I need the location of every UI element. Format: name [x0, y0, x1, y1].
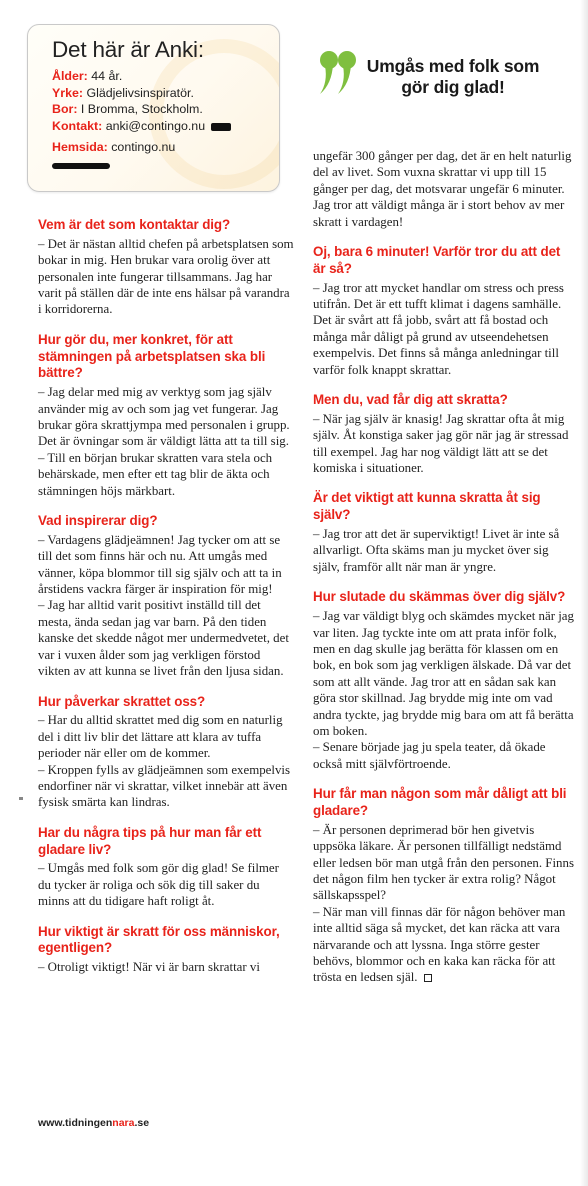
answer-text: – Jag har alltid varit positivt inställd till det mesta, ända sedan jag var barn. På den tiden kanske det skedde något mer undermedvetet, det var i vuxen ålder som jag verkligen förstod vikten av att kunna se livet från den ljusa sidan. [38, 598, 289, 679]
answer-text: ungefär 300 gånger per dag, det är en helt naturlig del av livet. Som vuxna skrattar vi upp till 15 gånger per dag, det motsvarar ungefär 6 minuter. Jag tror att väldigt många är i stort behov av mer skratt i vardagen! [313, 149, 572, 229]
interview-question: Har du några tips på hur man får ett gladare liv? [38, 824, 262, 857]
article-end-icon [424, 974, 432, 982]
home-label: Bor: [52, 102, 78, 117]
answer-text: – När jag själv är knasig! Jag skrattar ofta åt mig själv. Åt konstiga saker jag gör när jag är stressad till exempel. Jag har nog väldigt lätt att se det komiska i situationer. [313, 411, 569, 476]
interview-question: Vad inspirerar dig? [38, 513, 158, 529]
interview-answer [38, 236, 294, 318]
interview-answer [38, 384, 294, 450]
web-value: contingo.nu [111, 140, 176, 155]
quote-line-2: gör dig glad! [401, 77, 505, 97]
contact-label: Kontakt: [52, 118, 103, 133]
answer-text: – Har du alltid skrattet med dig som en naturlig del i ditt liv blir det lättare att klara av tuffa perioder när eller om de kommer. [38, 713, 283, 761]
interview-question: Vem är det som kontaktar dig? [38, 217, 231, 232]
interview-answer [38, 860, 294, 909]
interview-question: Är det viktigt att kunna skratta åt sig själv? [313, 490, 541, 523]
interview-answer [313, 526, 575, 575]
interview-question: Hur gör du, mer konkret, för att stämningen på arbetsplatsen ska bli bättre? [38, 331, 266, 381]
profile-contact-row [52, 118, 269, 135]
interview-answer [313, 411, 575, 477]
interview-answer [38, 712, 294, 761]
interview-question: Men du, vad får dig att skratta? [313, 392, 508, 408]
interview-section [313, 392, 575, 476]
answer-text: – Senare började jag ju spela teater, då ökade också mitt självförtroende. [313, 740, 546, 771]
interview-answer [38, 532, 294, 598]
interview-answer [38, 762, 294, 811]
footer-url-part1: www.tidningen [38, 1117, 113, 1129]
profile-web-row [52, 139, 269, 156]
interview-answer [313, 904, 575, 986]
interview-question: Hur får man någon som mår dåligt att bli gladare? [313, 786, 567, 818]
interview-section [313, 490, 575, 575]
answer-text: – Jag var väldigt blyg och skämdes mycket när jag var liten. Jag tyckte inte om att prata inför folk, men en dag skulle jag berätta för klassen om en bok, en bok som jag verkligen älskade. Då var det som att allt vände. Jag tror att en sådan sak kan göra stor skillnad. Jag brydde mig inte om vad andra tyckte, jag brydde mig bara om att få berätta om boken. [313, 609, 574, 738]
interview-answer [313, 280, 575, 378]
contact-value: anki@contingo.nu [105, 118, 206, 133]
interview-section [313, 589, 575, 772]
home-value: I Bromma, Stockholm. [80, 102, 203, 117]
interview-answer [38, 450, 294, 499]
profile-age-row [52, 68, 269, 85]
answer-text: – Jag tror att det är superviktigt! Livet är inte så allvarligt. Ofta skäms man ju mycket över sig själv, framför allt när man är yngre. [313, 527, 560, 574]
footer-url-accent: nara [112, 1117, 135, 1129]
answer-text: – Jag delar med mig av verktyg som jag själv använder mig av och som jag vet fungerar. Jag brukar göra skrattjympa med personalen i grupp. Det är övningar som är väldigt lätta att ta till sig. [38, 385, 290, 449]
profile-box [27, 24, 280, 192]
age-value: 44 år. [91, 69, 123, 83]
interview-section [38, 694, 294, 811]
answer-text: – Vardagens glädjeämnen! Jag tycker om att se till det som finns här och nu. Att umgås med vänner, köpa blommor till sig själv och att ta in årstidens vackra färger är inspiration för mig! [38, 532, 282, 597]
interview-question: Hur påverkar skrattet oss? [38, 693, 206, 709]
answer-text: – Jag tror att mycket handlar om stress och press utifrån. Det är ett tufft klimat i dagens samhälle. Det är svårt att få jobb, svårt att få bostad och många mår dåligt på grund av utseendehetsen exempelvis. Det finns så många anledningar till varför folk knappt skrattar. [313, 280, 564, 377]
answer-text: – Kroppen fylls av glädjeämnen som exempelvis endorfiner när vi skrattar, vilket innebär att även fysisk smärta kan lindras. [38, 762, 291, 810]
left-column [38, 217, 294, 990]
interview-section [313, 148, 575, 230]
interview-question: Hur viktigt är skratt för oss människor, egentligen? [38, 923, 280, 956]
interview-question: Hur slutade du skämmas över dig själv? [313, 589, 566, 605]
margin-tick [19, 797, 23, 800]
profile-title: Det här är Anki: [52, 37, 204, 62]
interview-section [313, 786, 575, 986]
page-edge-shadow [580, 0, 588, 1186]
answer-text: – Till en början brukar skratten vara stela och behärskade, men efter ett tag blir de äkta och stämningen höjs märkbart. [38, 450, 273, 498]
footer-url [38, 1117, 149, 1129]
job-label: Yrke: [52, 85, 83, 100]
answer-text: – När man vill finnas där för någon behöver man inte alltid säga så mycket, det kan räcka att vara närvarande och att lyssna. Inga större gester behövs, blommor och en kaka kan räcka för att trösta en ledsen själ. [313, 904, 566, 985]
interview-answer [313, 148, 575, 230]
interview-answer [313, 608, 575, 739]
interview-section [38, 924, 294, 976]
right-column [313, 148, 575, 1000]
interview-section [38, 217, 294, 318]
redaction-line [52, 163, 110, 169]
interview-question: Oj, bara 6 minuter! Varför tror du att det är så? [313, 244, 561, 276]
answer-text: – Otroligt viktigt! När vi är barn skrattar vi [38, 960, 260, 975]
redaction-mark [211, 123, 231, 131]
interview-section [38, 825, 294, 910]
interview-section [38, 332, 294, 499]
quote-text [343, 56, 563, 98]
answer-text: – Är personen deprimerad bör hen givetvis uppsöka läkare. Är personen tillfälligt nedstämd eller ledsen bör man utgå från den personen. Finns det någon film hen tycker är extra rolig? Något sällskapsspel? [313, 822, 574, 903]
interview-answer [313, 822, 575, 904]
quote-line-1: Umgås med folk som [366, 56, 540, 76]
interview-answer [38, 597, 294, 679]
interview-answer [38, 959, 294, 975]
answer-text: – Umgås med folk som gör dig glad! Se filmer du tycker är roliga och sök dig till saker du minns att du tidigare haft roligt åt. [38, 861, 279, 909]
interview-answer [313, 739, 575, 772]
interview-section [313, 244, 575, 378]
web-label: Hemsida: [52, 140, 108, 155]
profile-job-row [52, 85, 269, 102]
footer-url-part2: .se [134, 1117, 150, 1129]
pull-quote [318, 44, 580, 122]
job-value: Glädjelivsinspiratör. [86, 85, 194, 100]
age-label: Ålder: [52, 69, 88, 83]
interview-section [38, 513, 294, 679]
answer-text: – Det är nästan alltid chefen på arbetsplatsen som bokar in mig. Hen brukar vara orolig över att personalen inte fungerar tillsammans. Jag har varit på ställen där de inte ens hälsar på varandra i korridorerna. [38, 236, 294, 317]
profile-home-row [52, 101, 269, 118]
